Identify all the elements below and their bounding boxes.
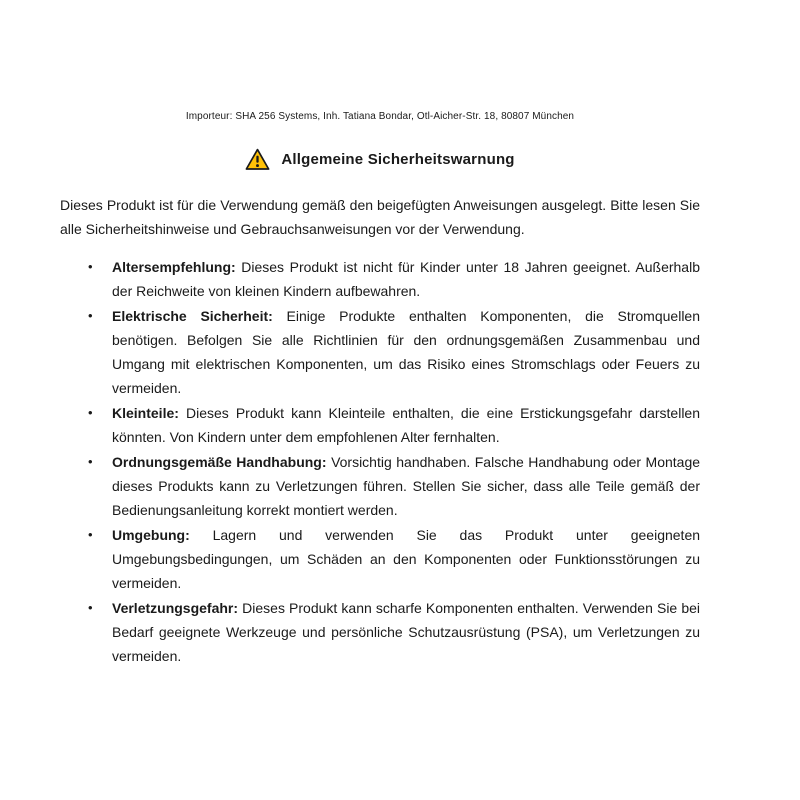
document-content xyxy=(60,110,700,669)
safety-item-injury xyxy=(60,596,700,668)
bullet-text: Vorsichtig handhaben. Falsche Handhabung oder Montage dieses Produkts kann zu Verletzungen führen. Stellen Sie sicher, dass alle Teile gemäß der Bedienungsanleitung korrekt montiert werden. xyxy=(112,454,701,518)
bullet-text: Dieses Produkt ist nicht für Kinder unter 18 Jahren geeignet. Außerhalb der Reichweite von kleinen Kindern aufbewahren. xyxy=(112,259,700,299)
bullet-label: Altersempfehlung: xyxy=(112,259,236,275)
safety-item-handling xyxy=(60,450,700,522)
safety-item-environment xyxy=(60,523,700,595)
bullet-label: Kleinteile: xyxy=(112,405,179,421)
safety-bullet-list xyxy=(60,255,700,668)
warning-heading-text: Allgemeine Sicherheitswarnung xyxy=(281,151,515,168)
bullet-label: Umgebung: xyxy=(112,527,190,543)
intro-paragraph: Dieses Produkt ist für die Verwendung gemäß den beigefügten Anweisungen ausgelegt. Bitte lesen Sie alle Sicherheitshinweise und Gebrauchsanweisungen vor der Verwendung. xyxy=(60,197,700,237)
bullet-label: Verletzungsgefahr: xyxy=(112,600,239,616)
bullet-label: Elektrische Sicherheit: xyxy=(112,308,273,324)
safety-item-electrical xyxy=(60,304,700,400)
bullet-text: Dieses Produkt kann Kleinteile enthalten, die eine Erstickungsgefahr darstellen könnten. Von Kindern unter dem empfohlenen Alter fernhalten. xyxy=(112,405,700,445)
bullet-text: Dieses Produkt kann scharfe Komponenten enthalten. Verwenden Sie bei Bedarf geeignete Werkzeuge und persönliche Schutzausrüstung (PSA), um Verletzungen zu vermeiden. xyxy=(112,600,701,664)
bullet-label: Ordnungsgemäße Handhabung: xyxy=(112,454,327,470)
warning-triangle-icon xyxy=(245,148,270,171)
bullet-text: Einige Produkte enthalten Komponenten, die Stromquellen benötigen. Befolgen Sie alle Richtlinien für den ordnungsgemäßen Zusammenbau und Umgang mit elektrischen Komponenten, um das Risiko eines Stromschlags oder Feuers zu vermeiden. xyxy=(112,308,700,396)
safety-item-age xyxy=(60,255,700,303)
safety-item-small-parts xyxy=(60,401,700,449)
importer-line: Importeur: SHA 256 Systems, Inh. Tatiana Bondar, Otl-Aicher-Str. 18, 80807 München xyxy=(185,111,575,122)
bullet-text: Lagern und verwenden Sie das Produkt unter geeigneten Umgebungsbedingungen, um Schäden an den Komponenten oder Funktionsstörungen zu vermeiden. xyxy=(112,527,701,591)
warning-heading xyxy=(60,148,700,171)
